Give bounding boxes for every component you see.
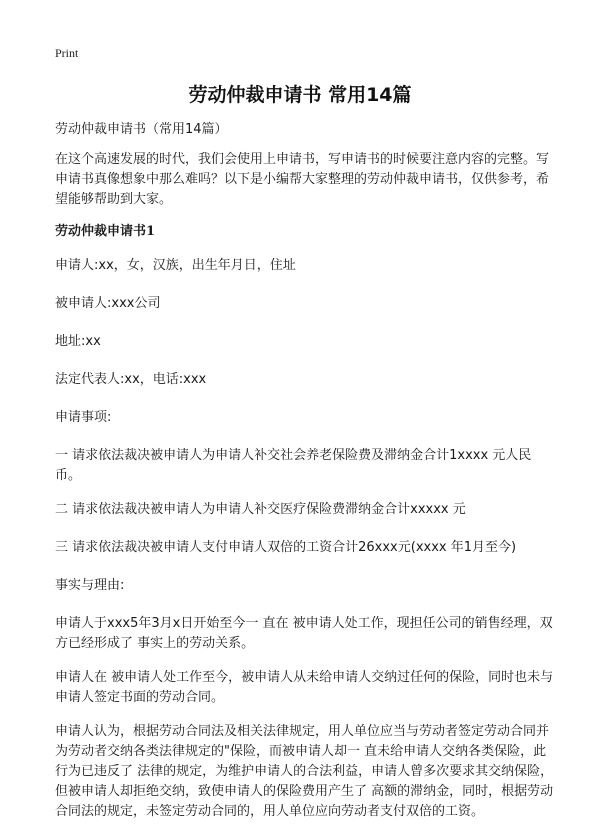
address-line: 地址:xx [55,334,101,349]
respondent-line: 被申请人:xxx公司 [55,296,161,311]
document-subtitle: 劳动仲裁申请书（常用14篇） [55,122,228,137]
fact-paragraph: 申请人认为，根据劳动合同法及相关法律规定，用人单位应当与劳动者签定劳动合同并为劳动者交纳各类法律规定的"保险，而被申请人却一 直未给申请人交纳各类保险，此行为已违反了 法律的规定，为维护申请人的合法利益，申请人曾多次要求其交纳保险，但被申请人却拒绝交纳，致使申请人的保险费用产生了 高额的滞纳金，同时，根据劳动合同法的规定，未签定劳动合同的，用人单位应向劳动者支付双倍的工资。 [55,724,554,819]
page-title: 劳动仲裁申请书 常用14篇 [188,84,412,106]
claim-item: 二 请求依法裁决被申请人为申请人补交医疗保险费滞纳金合计xxxxx 元 [55,502,466,517]
legal-rep-line: 法定代表人:xx，电话:xxx [55,372,207,387]
section-heading: 劳动仲裁申请书1 [55,224,156,239]
claim-item: 一 请求依法裁决被申请人为申请人补交社会养老保险费及滞纳金合计1xxxx 元人民币。 [55,448,532,483]
print-link[interactable]: Print [55,46,79,60]
applicant-line: 申请人:xx，女，汉族，出生年月日，住址 [55,258,296,273]
intro-paragraph: 在这个高速发展的时代，我们会使用上申请书，写申请书的时候要注意内容的完整。写申请书真像想象中那么难吗？以下是小编帮大家整理的劳动仲裁申请书，仅供参考，希望能够帮助到大家。 [55,152,550,207]
fact-paragraph: 申请人于xxx5年3月x日开始至今一 直在 被申请人处工作，现担任公司的销售经理，双方已经形成了 事实上的劳动关系。 [55,616,553,651]
claim-item: 三 请求依法裁决被申请人支付申请人双倍的工资合计26xxx元(xxxx 年1月至今) [55,540,517,555]
facts-heading: 事实与理由: [55,578,125,593]
claims-heading: 申请事项: [55,410,112,425]
fact-paragraph: 申请人在 被申请人处工作至今，被申请人从未给申请人交纳过任何的保险，同时也未与申请人签定书面的劳动合同。 [55,670,554,705]
document-body [55,120,555,836]
